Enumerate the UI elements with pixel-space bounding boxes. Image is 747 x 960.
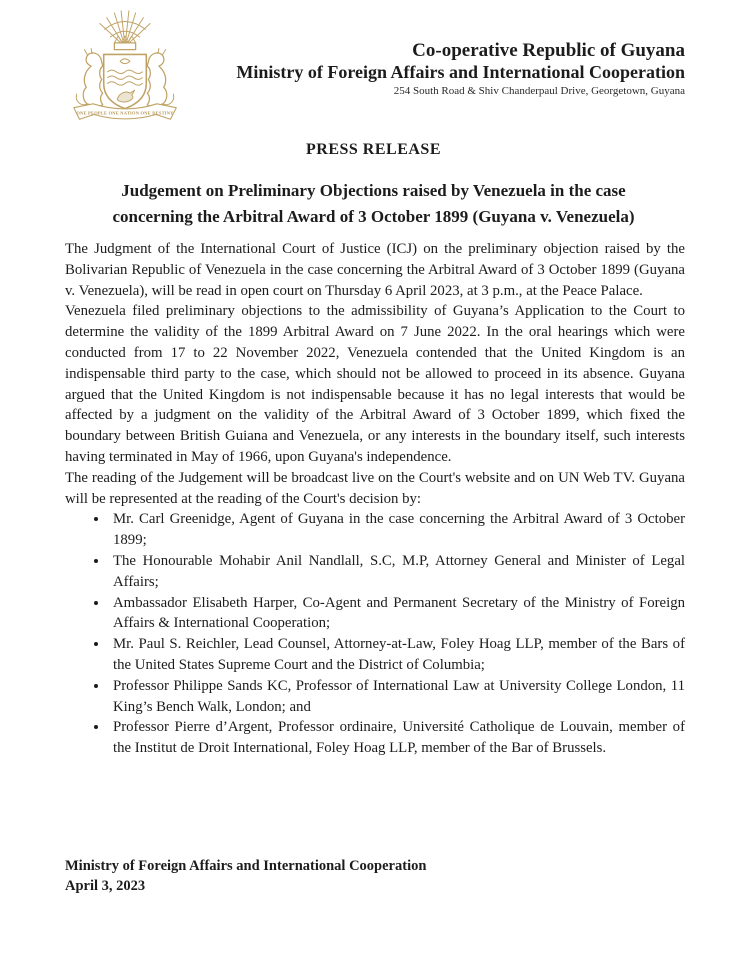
document-title-line1: Judgement on Preliminary Objections raised by Venezuela in the case: [121, 181, 626, 200]
document-title: [63, 178, 684, 229]
document-body: [65, 239, 685, 759]
list-item-reichler: • Mr. Paul S. Reichler, Lead Counsel, Attorney-at-Law, Foley Hoag LLP, member of the Bars of the United States Supreme Court and the District of Columbia;: [109, 634, 685, 676]
country-name: Co-operative Republic of Guyana: [412, 40, 685, 61]
ministry-name: Ministry of Foreign Affairs and International Cooperation: [236, 61, 685, 82]
document-footer: [65, 856, 426, 897]
paragraph-judgment-reading: The Judgment of the International Court of Justice (ICJ) on the preliminary objection raised by the Bolivarian Republic of Venezuela in the case concerning the Arbitral Award of 3 October 1899 (Guyana v. Venezuela), will be read in open court on Thursday 6 April 2023, at 3 p.m., at the Peace Palace.: [65, 241, 685, 299]
list-item-harper: • Ambassador Elisabeth Harper, Co-Agent and Permanent Secretary of the Ministry of Foreign Affairs & International Cooperation;: [109, 593, 685, 635]
document-title-line2: concerning the Arbitral Award of 3 October 1899 (Guyana v. Venezuela): [112, 206, 635, 226]
ministry-address: 254 South Road & Shiv Chanderpaul Drive, Georgetown, Guyana: [393, 85, 685, 98]
letterhead-text: [236, 40, 685, 100]
coat-of-arms-motto: ONE PEOPLE ONE NATION ONE DESTINY: [76, 110, 174, 116]
list-item-nandlall: • The Honourable Mohabir Anil Nandlall, S.C, M.P, Attorney General and Minister of Legal Affairs;: [109, 551, 685, 593]
letterhead: [62, 8, 685, 132]
representatives-list: [65, 509, 685, 759]
footer-ministry: Ministry of Foreign Affairs and International Cooperation: [65, 858, 427, 874]
list-item-sands: • Professor Philippe Sands KC, Professor of International Law at University College London, 11 King’s Bench Walk, London; and: [109, 676, 685, 718]
paragraph-broadcast-representation: The reading of the Judgement will be broadcast live on the Court's website and on UN Web TV. Guyana will be represented at the reading of the Court's decision by:: [65, 469, 685, 507]
list-item-dargent: • Professor Pierre d’Argent, Professor ordinaire, Université Catholique de Louvain, member of the Institut de Droit International, Foley Hoag LLP, member of the Bar of Brussels.: [109, 717, 685, 759]
guyana-coat-of-arms-icon: [62, 8, 188, 128]
paragraph-objections-background: Venezuela filed preliminary objections to the admissibility of Guyana’s Application to the Court to determine the validity of the 1899 Arbitral Award on 7 June 2022. In the oral hearings which were conducted from 17 to 22 November 2022, Venezuela contended that the United Kingdom is an indispensable third party to the case, which should not be allowed to proceed in its absence. Guyana argued that the United Kingdom is not indispensable because it has no legal interests that would be affected by a judgment on the validity of the Arbitral Award of 3 October 1899, which fixed the boundary between British Guiana and Venezuela, or any interests in the boundary itself, such interests having terminated in May of 1966, upon Guyana's independence.: [65, 303, 685, 465]
list-item-greenidge: • Mr. Carl Greenidge, Agent of Guyana in the case concerning the Arbitral Award of 3 October 1899;: [109, 509, 685, 551]
footer-date: April 3, 2023: [65, 878, 146, 895]
press-release-label: PRESS RELEASE: [306, 141, 441, 158]
